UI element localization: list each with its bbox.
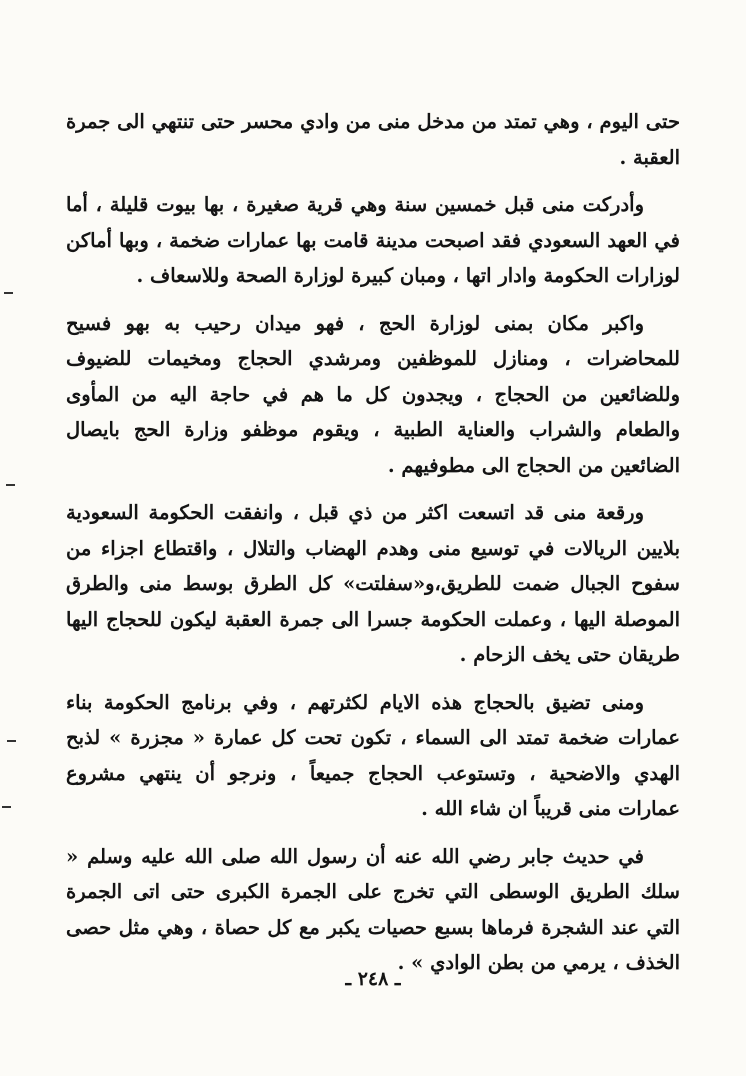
paragraph-3: واكبر مكان بمنى لوزارة الحج ، فهو ميدان رحيب به بهو فسيح للمحاضرات ، ومنازل للموظفين ومرشدي الحجاج ومخيمات للضيوف وللضائعين من الحجاج ، ويجدون كل ما هم في حاجة اليه من المأوى والطعام والشراب والعناية الطبية ، ويقوم موظفو وزارة الحج بايصال الضائعين من الحجاج الى مطوفيهم . xyxy=(66,311,680,477)
edge-scan-mark xyxy=(2,806,11,808)
paragraph-2: وأدركت منى قبل خمسين سنة وهي قرية صغيرة ، بها بيوت قليلة ، أما في العهد السعودي فقد اصبحت مدينة قامت بها عمارات ضخمة ، وبها أماكن لوزارات الحكومة وادار اتها ، ومبان كبيرة لوزارة الصحة وللاسعاف . xyxy=(66,193,680,287)
body-text xyxy=(66,104,680,993)
paragraph-5: ومنى تضيق بالحجاج هذه الايام لكثرتهم ، وفي برنامج الحكومة بناء عمارات ضخمة تمتد الى السماء ، تكون تحت كل عمارة « مجزرة » لذبح الهدي والاضحية ، وتستوعب الحجاج جميعاً ، ونرجو أن ينتهي مشروع عمارات منى قريباً ان شاء الله . xyxy=(66,690,680,820)
paragraph-4: ورقعة منى قد اتسعت اكثر من ذي قبل ، وانفقت الحكومة السعودية بلايين الريالات في توسيع منى وهدم الهضاب والتلال ، واقتطاع اجزاء من سفوح الجبال ضمت للطريق،و«سفلتت» كل الطرق بوسط منى والطرق الموصلة اليها ، وعملت الحكومة جسرا الى جمرة العقبة ليكون للحجاج اليها طريقان حتى يخف الزحام . xyxy=(66,501,680,666)
paragraph-6: في حديث جابر رضي الله عنه أن رسول الله صلى الله عليه وسلم « سلك الطريق الوسطى التي تخرج على الجمرة الكبرى حتى اتى الجمرة التي عند الشجرة فرماها بسبع حصيات يكبر مع كل حصاة ، وهي مثل حصى الخذف ، يرمي من بطن الوادي » . xyxy=(66,844,680,974)
edge-scan-mark xyxy=(7,740,16,742)
edge-scan-mark xyxy=(6,484,15,486)
edge-scan-mark xyxy=(4,292,13,294)
page-number: ـ ٢٤٨ ـ xyxy=(345,968,401,990)
paragraph-1: حتى اليوم ، وهي تمتد من مدخل منى من وادي محسر حتى تنتهي الى جمرة العقبة . xyxy=(66,110,680,169)
